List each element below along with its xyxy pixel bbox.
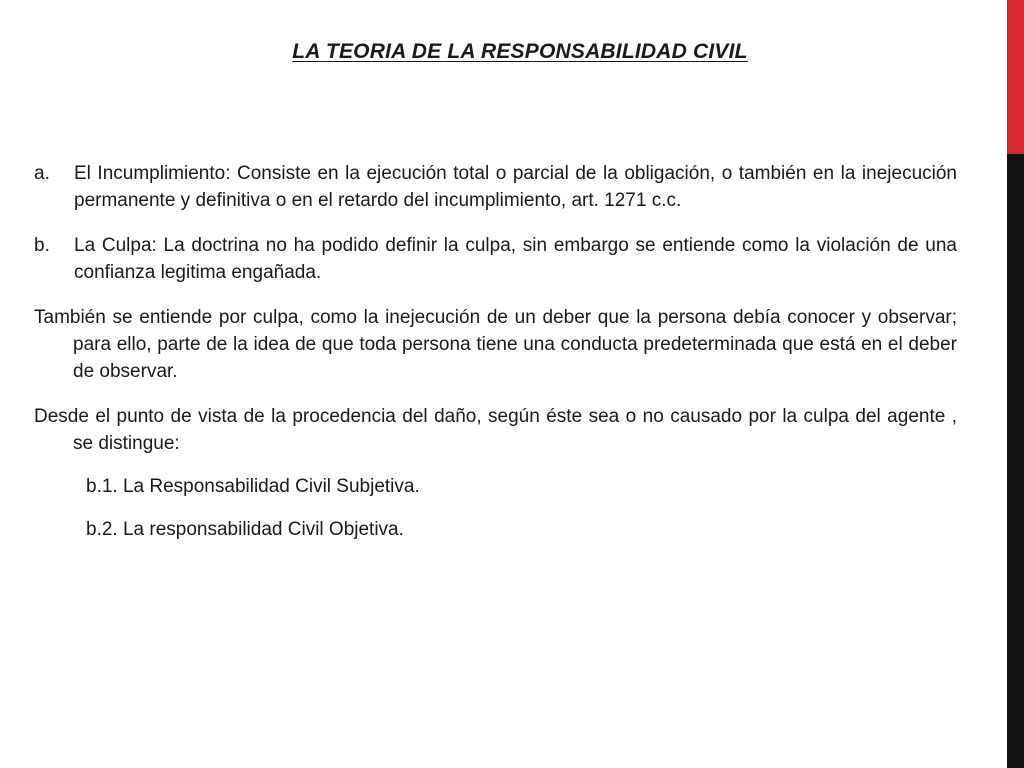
spacer	[34, 286, 957, 304]
list-item-b	[34, 232, 957, 286]
list-item-b-text: La Culpa: La doctrina no ha podido definir la culpa, sin embargo se entiende como la violación de una confianza legitima engañada.	[74, 235, 957, 283]
sub-item-objetiva: b.2. La responsabilidad Civil Objetiva.	[86, 519, 404, 540]
list-item-a	[34, 160, 957, 214]
paragraph-culpa: También se entiende por culpa, como la inejecución de un deber que la persona debía conocer y observar; para ello, parte de la idea de que toda persona tiene una conducta predeterminada que está en el deber de observar.	[34, 307, 957, 382]
list-marker-b: b.	[34, 235, 50, 256]
slide-title: LA TEORIA DE LA RESPONSABILIDAD CIVIL	[292, 40, 748, 63]
accent-bar-black	[1007, 154, 1024, 768]
paragraph-dano: Desde el punto de vista de la procedencia del daño, según éste sea o no causado por la culpa del agente , se distingue:	[34, 406, 957, 454]
list-item-a-text: El Incumplimiento: Consiste en la ejecución total o parcial de la obligación, o también en la inejecución permanente y definitiva o en el retardo del incumplimiento, art. 1271 c.c.	[74, 163, 957, 211]
spacer	[34, 214, 957, 232]
spacer	[34, 457, 957, 473]
list-marker-a: a.	[34, 163, 50, 184]
sub-item-subjetiva: b.1. La Responsabilidad Civil Subjetiva.	[86, 476, 420, 497]
spacer	[34, 385, 957, 403]
spacer	[34, 500, 957, 516]
slide-body	[34, 160, 957, 543]
accent-bar-red	[1007, 0, 1024, 154]
